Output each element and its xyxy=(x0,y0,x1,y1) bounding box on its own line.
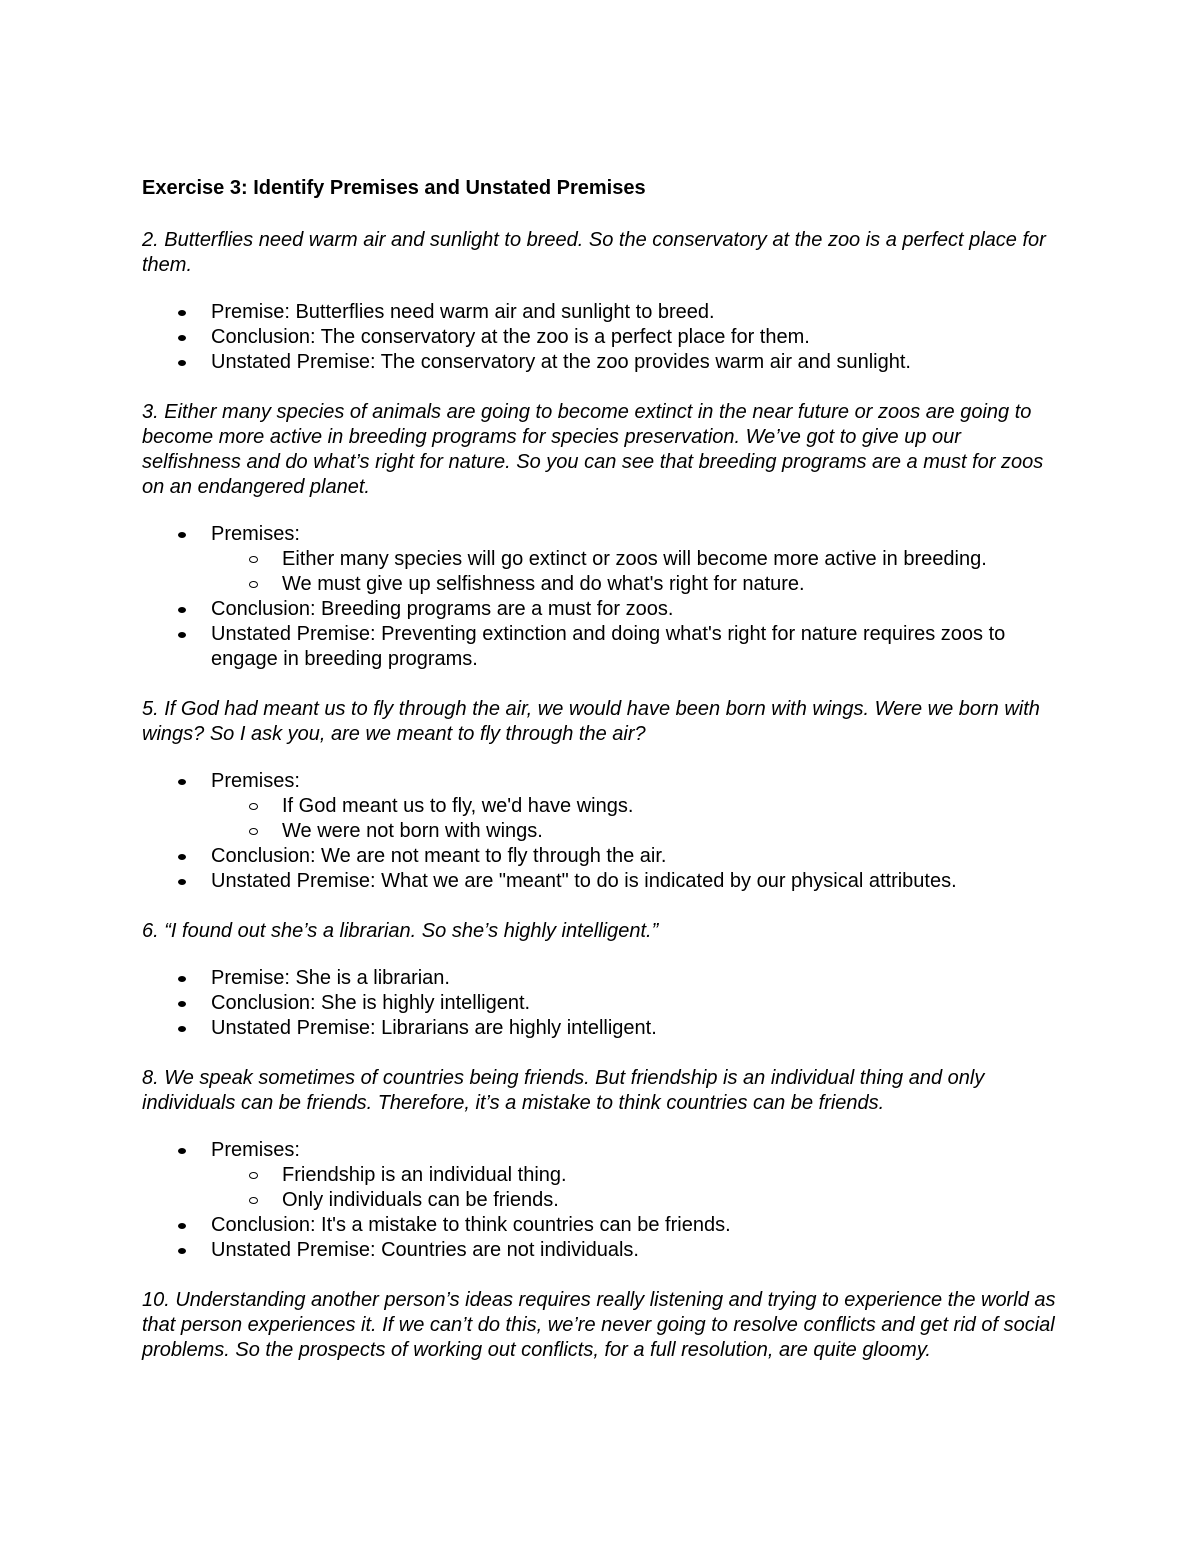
question-text: 10. Understanding another person’s ideas requires really listening and trying to experience the world as that person experiences it. If we can’t do this, we’re never going to resolve conflicts and get rid of social problems. So the prospects of working out conflicts, for a full resolution, are quite gloomy. xyxy=(142,1289,1056,1361)
sub-item-text: Friendship is an individual thing. xyxy=(282,1164,567,1186)
answer-item xyxy=(142,1238,1062,1263)
answer-item-text: Premises: xyxy=(211,1139,300,1161)
answer-item xyxy=(142,597,1062,622)
answer-item-text: Unstated Premise: Countries are not individuals. xyxy=(211,1239,639,1261)
bullet-dot-icon xyxy=(178,532,186,538)
sub-list xyxy=(211,547,1062,597)
bullet-dot-icon xyxy=(178,632,186,638)
bullet-circle-icon xyxy=(249,1172,258,1179)
bullet-dot-icon xyxy=(178,779,186,785)
question-text: 2. Butterflies need warm air and sunlight to breed. So the conservatory at the zoo is a perfect place for them. xyxy=(142,229,1046,276)
bullet-dot-icon xyxy=(178,879,186,885)
document-page xyxy=(142,176,1062,1385)
sub-item-text: We must give up selfishness and do what's right for nature. xyxy=(282,573,805,595)
answer-item-text: Conclusion: The conservatory at the zoo is a perfect place for them. xyxy=(211,326,810,348)
question-text: 3. Either many species of animals are going to become extinct in the near future or zoos are going to become more active in breeding programs for species preservation. We’ve got to give up our selfishness and do what’s right for nature. So you can see that breeding programs are a must for zoos on an endangered planet. xyxy=(142,401,1044,498)
bullet-circle-icon xyxy=(249,556,258,563)
answer-item-text: Conclusion: Breeding programs are a must for zoos. xyxy=(211,598,674,620)
sub-item-text: If God meant us to fly, we'd have wings. xyxy=(282,795,634,817)
sub-item xyxy=(211,819,1062,844)
questions-container xyxy=(142,228,1062,1363)
bullet-circle-icon xyxy=(249,581,258,588)
answer-list xyxy=(142,966,1062,1041)
bullet-dot-icon xyxy=(178,335,186,341)
bullet-dot-icon xyxy=(178,976,186,982)
bullet-dot-icon xyxy=(178,1026,186,1032)
sub-item xyxy=(211,547,1062,572)
sub-item xyxy=(211,572,1062,597)
answer-item xyxy=(142,622,1062,672)
answer-item-text: Premises: xyxy=(211,523,300,545)
exercise-title: Exercise 3: Identify Premises and Unstated Premises xyxy=(142,177,646,199)
answer-item xyxy=(142,325,1062,350)
answer-item xyxy=(142,300,1062,325)
answer-item xyxy=(142,991,1062,1016)
answer-item xyxy=(142,350,1062,375)
bullet-dot-icon xyxy=(178,360,186,366)
answer-item-text: Premise: She is a librarian. xyxy=(211,967,450,989)
answer-item xyxy=(142,966,1062,991)
answer-item xyxy=(142,869,1062,894)
answer-item-text: Unstated Premise: Preventing extinction and doing what's right for nature requires zoos to engage in breeding programs. xyxy=(211,623,1006,670)
answer-item-text: Premise: Butterflies need warm air and sunlight to breed. xyxy=(211,301,715,323)
bullet-circle-icon xyxy=(249,803,258,810)
answer-list xyxy=(142,522,1062,672)
answer-item-text: Unstated Premise: The conservatory at the zoo provides warm air and sunlight. xyxy=(211,351,911,373)
bullet-circle-icon xyxy=(249,1197,258,1204)
answer-item-text: Unstated Premise: Librarians are highly intelligent. xyxy=(211,1017,657,1039)
answer-list xyxy=(142,300,1062,375)
sub-item xyxy=(211,1163,1062,1188)
answer-item xyxy=(142,769,1062,844)
answer-item xyxy=(142,1213,1062,1238)
answer-item-text: Conclusion: We are not meant to fly through the air. xyxy=(211,845,667,867)
bullet-dot-icon xyxy=(178,1248,186,1254)
bullet-dot-icon xyxy=(178,1148,186,1154)
answer-item-text: Unstated Premise: What we are "meant" to do is indicated by our physical attributes. xyxy=(211,870,957,892)
bullet-circle-icon xyxy=(249,828,258,835)
answer-item-text: Premises: xyxy=(211,770,300,792)
sub-item xyxy=(211,1188,1062,1213)
sub-item-text: We were not born with wings. xyxy=(282,820,543,842)
sub-list xyxy=(211,1163,1062,1213)
sub-item-text: Only individuals can be friends. xyxy=(282,1189,559,1211)
bullet-dot-icon xyxy=(178,854,186,860)
bullet-dot-icon xyxy=(178,607,186,613)
answer-item-text: Conclusion: It's a mistake to think countries can be friends. xyxy=(211,1214,731,1236)
answer-item xyxy=(142,1138,1062,1213)
question-text: 6. “I found out she’s a librarian. So she’s highly intelligent.” xyxy=(142,920,659,942)
sub-item-text: Either many species will go extinct or zoos will become more active in breeding. xyxy=(282,548,987,570)
answer-item-text: Conclusion: She is highly intelligent. xyxy=(211,992,531,1014)
answer-item xyxy=(142,1016,1062,1041)
answer-item xyxy=(142,844,1062,869)
bullet-dot-icon xyxy=(178,310,186,316)
answer-list xyxy=(142,1138,1062,1263)
bullet-dot-icon xyxy=(178,1001,186,1007)
answer-item xyxy=(142,522,1062,597)
question-text: 5. If God had meant us to fly through the air, we would have been born with wings. Were we born with wings? So I ask you, are we meant to fly through the air? xyxy=(142,698,1040,745)
sub-item xyxy=(211,794,1062,819)
bullet-dot-icon xyxy=(178,1223,186,1229)
question-text: 8. We speak sometimes of countries being friends. But friendship is an individual thing and only individuals can be friends. Therefore, it’s a mistake to think countries can be friends. xyxy=(142,1067,985,1114)
answer-list xyxy=(142,769,1062,894)
sub-list xyxy=(211,794,1062,844)
